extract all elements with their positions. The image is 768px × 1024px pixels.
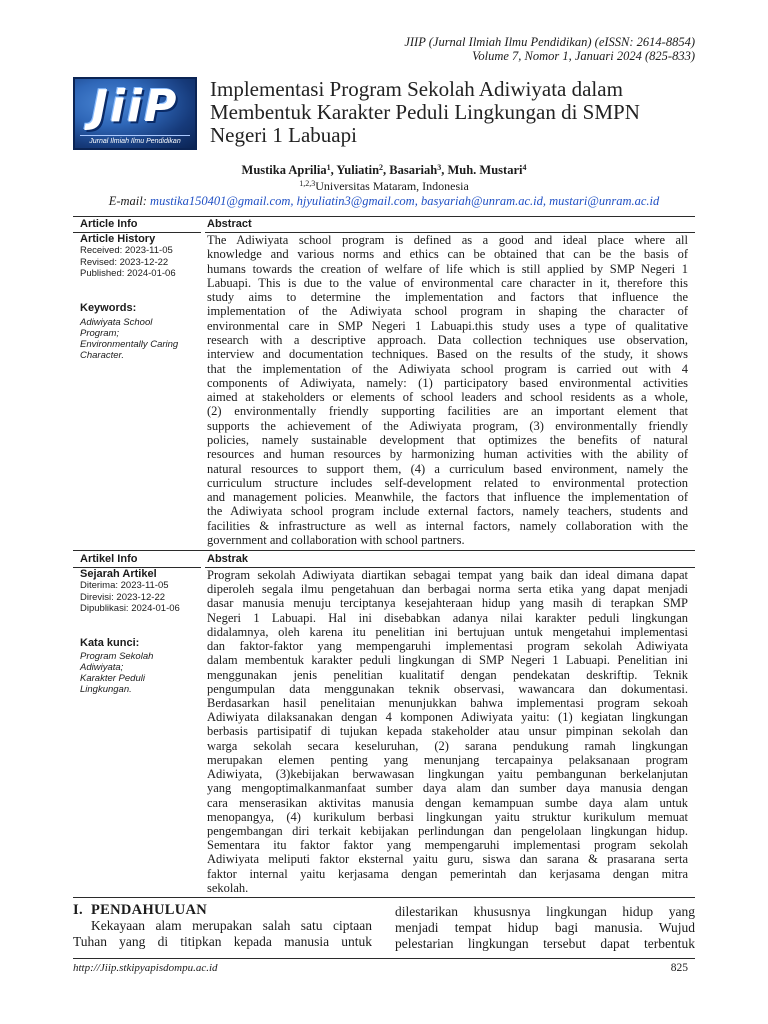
abstract-english — [207, 233, 688, 547]
keyword-line: Program Sekolah — [80, 650, 154, 662]
title-line: Negeri 1 Labuapi — [210, 123, 357, 147]
email-label: E-mail: — [108, 194, 147, 208]
section-number: I. — [73, 902, 83, 918]
intro-left-line: Tuhan yang di titipkan kepada manusia untuk — [73, 934, 372, 949]
abstract-en-line: and management policies. Meanwhile, the factors that influence the implementation of — [207, 490, 688, 505]
abstract-id-line: sekolah. — [207, 880, 249, 895]
intro-column-left — [73, 918, 372, 950]
abstract-en-line: research with a descriptive approach. Data collection techniques use observation, — [207, 332, 688, 347]
abstract-id-line: Adiwiyata, (3)kebijakan berwawasan lingkungan yaitu pembangunan berkelanjutan — [207, 767, 688, 782]
abstract-id-line: menopangya, (4) kurikulum berbasi lingkungan yaitu struktur kurikulum memuat — [207, 809, 688, 824]
keyword-line: Character. — [80, 349, 124, 361]
author-name: Yuliatin — [336, 163, 380, 177]
abstract-en-line: implementation of the Adiwiyata school program in shaping the character of — [207, 304, 688, 319]
abstract-en-line: curriculum structure includes self-development related to environmental protection — [207, 475, 688, 490]
abstract-en-line: the Adiwiyata school program include external factors, namely teachers, students and — [207, 504, 688, 519]
abstract-id-line: dasar manusia menuju terciptanya kesejahteraan hidup yang masih di terapkan SMP — [207, 596, 688, 611]
intro-right-line: pelestarian lingkungan tersebut dapat terbentuk — [395, 936, 695, 951]
affiliation — [0, 179, 768, 193]
abstract-en-line: environmental care in SMP Negeri 1 Labuapi.this study uses a type of qualitative — [207, 318, 688, 333]
history-date: Published: 2024-01-06 — [80, 268, 176, 280]
section-separator-rule — [73, 550, 695, 551]
affiliation-marks: 1,2,3 — [299, 179, 316, 188]
abstract-en-line: The Adiwiyata school program is defined as a good and ideal place where all — [207, 233, 688, 247]
abstrak-heading: Abstrak — [207, 553, 248, 565]
keyword-line: Program; — [80, 327, 120, 339]
keywords-list — [80, 317, 202, 361]
abstract-id-line: cara menserasikan aktivitas manusia dengan kemampuan sumbe daya alam untuk — [207, 795, 688, 810]
email-separator: , — [414, 194, 418, 208]
author-name: Mustika Aprilia — [241, 163, 327, 177]
author-affiliation-mark: 4 — [522, 163, 527, 172]
abstract-id-line: Adiwiyata dilaksanakan dengan 4 komponen Adiwiyata yaitu: (1) kegiatan lingkungan — [207, 710, 688, 725]
keyword-line: Lingkungan. — [80, 683, 132, 695]
artikel-info-heading: Artikel Info — [80, 553, 138, 565]
keyword-line: Adiwiyata; — [80, 661, 124, 673]
abstract-heading: Abstract — [207, 218, 252, 230]
history-date: Dipublikasi: 2024-01-06 — [80, 603, 180, 615]
abstract-en-line: Labuapi. This is due to the value of environmental care character in it, therefore this — [207, 275, 688, 290]
footer-rule — [73, 958, 695, 959]
abstract-id-line: dan faktor-faktor yang mempengaruhi implementasi program sekolah Adiwiyata — [207, 639, 688, 654]
abstract-id-line: dalam membentuk karakter peduli lingkungan di SMP Negeri 1 Labuapi. Penelitian ini — [207, 653, 688, 668]
journal-url: http://Jiip.stkipyapisdompu.ac.id — [73, 962, 218, 974]
journal-volume-issue: Volume 7, Nomor 1, Januari 2024 (825-833) — [472, 49, 695, 63]
keyword-line: Adiwiyata School — [80, 316, 153, 328]
intro-left-line: Kekayaan alam merupakan salah satu ciptaan — [91, 918, 372, 933]
author-separator: , — [441, 163, 445, 177]
abstract-en-line: interview and documentation techniques. Based on the results of the study, it shows — [207, 347, 688, 362]
abstract-en-line: supports the achievement of the Adiwiyata program, (3) environmentally friendly — [207, 418, 688, 433]
sejarah-artikel-dates — [80, 580, 202, 615]
abstract-id-line: warga sekolah secara keseluruhan, (2) sarana pendukung ramah lingkungan — [207, 738, 688, 753]
email-separator: , — [290, 194, 294, 208]
abstract-id-line: diperoleh segala ilmu pengetahuan dan berbagai norma serta etika yang dapat menjadi — [207, 582, 688, 597]
intro-right-line: menjadi tempat hidup bagi manusia. Wujud — [395, 920, 695, 935]
history-date: Diterima: 2023-11-05 — [80, 580, 169, 591]
title-line: Membentuk Karakter Peduli Lingkungan di SMPN — [210, 100, 640, 124]
email-line — [0, 194, 768, 208]
author-affiliation-mark: 1 — [326, 163, 331, 172]
logo-subtitle: Jurnal Ilmiah Ilmu Pendidikan — [80, 135, 190, 146]
abstract-id-line: Program sekolah Adiwiyata diartikan sebagai tempat yang baik dan ideal dimana dapat — [207, 568, 688, 582]
article-title — [210, 78, 640, 147]
abstract-id-line: Negeri 1 Labuapi. Hal ini disebabkan adanya nilai karakter peduli lingkungan — [207, 610, 688, 625]
abstract-en-line: (2) environmentally friendly supporting facilities are an important element that — [207, 404, 688, 419]
abstract-id-line: Sementara itu faktor faktor yang mempengaruhi implementasi program sekolah — [207, 838, 688, 853]
history-date: Received: 2023-11-05 — [80, 245, 173, 256]
section-title: PENDAHULUAN — [91, 902, 208, 918]
abstract-id-line: yang mengoptimalkanmanfaat sumber daya alam dan sumber daya manusia dengan — [207, 781, 688, 796]
abstract-id-line: faktor internal yaitu kerjasama dengan pemerintah dan kerjasama dengan mitra — [207, 866, 688, 881]
abstract-en-line: knowledge and various norms and ethics can be obtained that can be the basis of — [207, 247, 688, 262]
kata-kunci-label: Kata kunci: — [80, 637, 140, 649]
journal-running-header — [404, 35, 695, 63]
author-name: Muh. Mustari — [447, 163, 523, 177]
affiliation-text: Universitas Mataram, Indonesia — [315, 179, 469, 193]
table-bottom-rule — [73, 897, 695, 898]
email-link[interactable]: mustari@unram.ac.id — [549, 194, 660, 208]
page-number: 825 — [670, 962, 688, 974]
abstract-id-line: menggunakan jenis penelitian kualitatif dengan pendekatan deskriftip. Teknik — [207, 667, 688, 682]
abstract-en-line: resources and human resources by harmonizing human activities with the ability of — [207, 447, 688, 462]
abstract-indonesian — [207, 568, 688, 895]
abstract-id-line: Berdasarkan hasil penelitaian menunjukkan bahwa implementasi program sekoah — [207, 695, 688, 710]
keyword-line: Environmentally Caring — [80, 338, 179, 350]
abstract-id-line: berbasis partisipatif di tujukan kepada stakeholder atau unsur pimpinan sekolah dan — [207, 724, 688, 739]
abstract-id-line: pengembangan diri terkait kebijakan perlindungan dan pengelolaan lingkungan hidup. — [207, 823, 688, 838]
email-link[interactable]: mustika150401@gmail.com — [150, 194, 291, 208]
sejarah-artikel-label: Sejarah Artikel — [80, 568, 157, 580]
article-info-heading: Article Info — [80, 218, 138, 230]
abstract-en-line: that the implementation of the Adiwiyata school program is carried out with 4 — [207, 361, 688, 376]
intro-column-right — [395, 904, 695, 952]
keywords-label: Keywords: — [80, 302, 137, 314]
abstract-en-line: facilities & infrastructure as well as internal factors, namely collaboration with the — [207, 518, 688, 533]
abstract-en-line: government and collaboration with school partners. — [207, 532, 465, 547]
author-affiliation-mark: 3 — [437, 163, 442, 172]
history-date: Revised: 2023-12-22 — [80, 256, 169, 268]
author-affiliation-mark: 2 — [379, 163, 384, 172]
abstract-id-line: pengumpulan data menggunakan teknik observasi, wawancara dan dokumentasi. — [207, 681, 688, 696]
logo-wordmark: JiiP — [91, 81, 179, 132]
journal-name-issn: JIIP (Jurnal Ilmiah Ilmu Pendidikan) (eISSN: 2614-8854) — [404, 35, 695, 49]
author-separator: , — [383, 163, 387, 177]
author-list — [0, 163, 768, 177]
abstract-en-line: policies, namely sustainable development that optimizes the benefits of natural — [207, 432, 688, 447]
abstract-en-line: components of Adiwiyata, namely: (1) participatory based environmental activities — [207, 375, 688, 390]
email-separator: , — [542, 194, 546, 208]
abstract-id-line: Adiwiyata meliputi faktor eksternal yaitu guru, siswa dan sarana & prasarana serta — [207, 852, 688, 867]
author-name: Basariah — [389, 163, 438, 177]
journal-logo — [73, 77, 197, 150]
abstract-en-line: natural resources to support them, (4) a curriculum based environment, namely the — [207, 461, 688, 476]
intro-right-line: dilestarikan khususnya lingkungan hidup yang — [395, 904, 695, 919]
article-history-label: Article History — [80, 233, 156, 245]
abstract-id-line: merupakan elemen penting yang menunjang tercapainya pelaksanaan program — [207, 752, 688, 767]
abstract-en-line: humans towards the creation of welfare of life which is still applied by SMP Negeri 1 — [207, 261, 688, 276]
table-top-rule — [73, 216, 695, 217]
abstract-en-line: aimed at stakeholders or elements of school leaders and school residents as a whole, — [207, 390, 688, 405]
email-link[interactable]: hjyuliatin3@gmail.com — [296, 194, 415, 208]
abstract-en-line: study aims to determine the implementation and factors that influence the — [207, 290, 688, 305]
abstract-id-line: didalamnya, oleh karena itu penelitian ini bertujuan untuk mengetahui implementasi — [207, 624, 688, 639]
email-link[interactable]: basyariah@unram.ac.id — [420, 194, 543, 208]
author-separator: , — [330, 163, 334, 177]
keyword-line: Karakter Peduli — [80, 672, 145, 684]
article-history-dates — [80, 245, 202, 280]
history-date: Direvisi: 2023-12-22 — [80, 591, 166, 603]
kata-kunci-list — [80, 651, 202, 695]
title-line: Implementasi Program Sekolah Adiwiyata dalam — [210, 77, 623, 101]
